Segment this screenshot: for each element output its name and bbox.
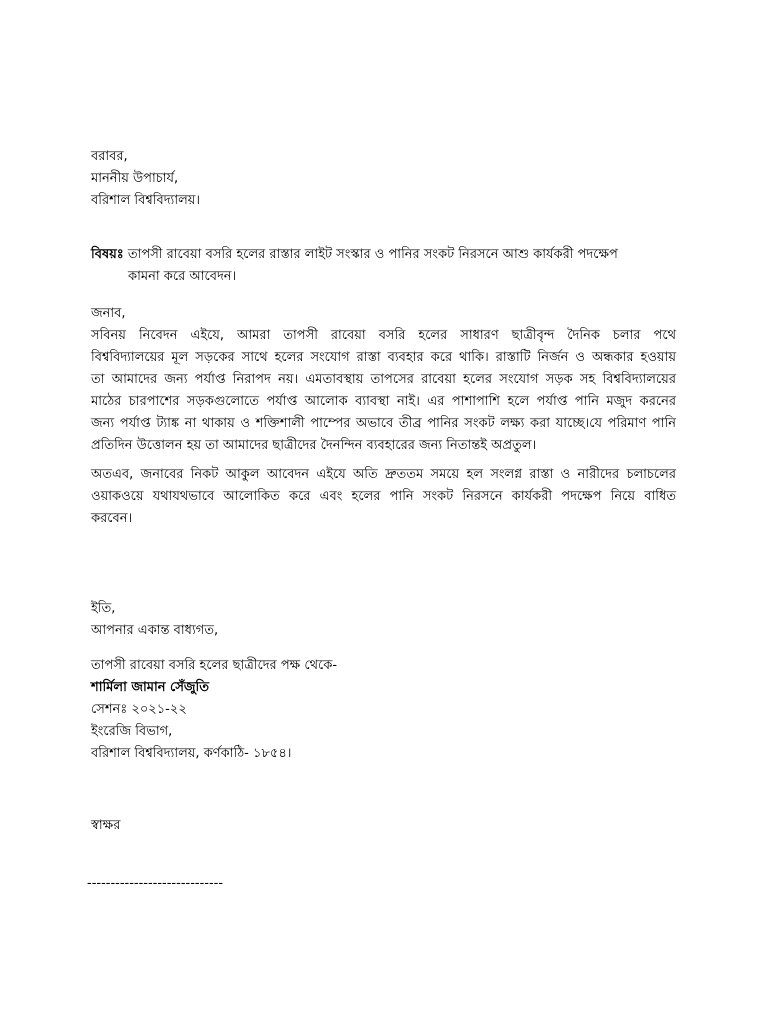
body-line: সবিনয় নিবেদন এইযে, আমরা তাপসী রাবেয়া বসরি হলের সাধারণ ছাত্রীবৃন্দ দৈনিক চলার পথে [91, 328, 676, 343]
sender-address: বরিশাল বিশ্ববিদ্যালয়, কর্ণকাঠি- ১৮৫৪। [91, 746, 292, 761]
subject-block [91, 244, 676, 288]
body-line: বিশ্ববিদ্যালয়ের মূল সড়কের সাথে হলের সংযোগ রাস্তা ব্যবহার করে থাকি। রাস্তাটি নির্জন ও অন্ধকার হওয়ায় [91, 350, 676, 365]
salutation: জনাব, [91, 306, 126, 321]
recipient-line: বরাবর, [91, 149, 128, 164]
signature-line: ----------------------------- [87, 876, 224, 891]
closing-block [91, 598, 676, 642]
signature-label: স্বাক্ষর [91, 818, 121, 833]
signature-block [91, 815, 676, 837]
sender-department: ইংরেজি বিভাগ, [91, 724, 173, 739]
recipient-line: মাননীয় উপাচার্য, [91, 171, 179, 186]
subject-label: বিষয়ঃ [91, 247, 124, 262]
closing-line: আপনার একান্ত বাধ্যগত, [91, 623, 219, 638]
request-paragraph [91, 464, 676, 530]
body-line: প্রতিদিন উত্তোলন হয় তা আমাদের ছাত্রীদের দৈনন্দিন ব্যবহারের জন্য নিতান্তই অপ্রতুল। [91, 438, 537, 453]
subject-line-2: কামনা করে আবেদন। [128, 269, 237, 284]
body-line: অতএব, জনাবের নিকট আকুল আবেদন এইযে অতি দ্রুততম সময়ে হল সংলগ্ন রাস্তা ও নারীদের চলাচলের [91, 467, 676, 482]
sender-block [91, 655, 676, 765]
closing-line: ইতি, [91, 601, 116, 616]
body-line: জন্য পর্যাপ্ত ট্যাঙ্ক না থাকায় ও শক্তিশালী পাম্পের অভাবে তীব্র পানির সংকট লক্ষ্য করা যাচ্ছে।যে পরিমাণ পানি [91, 416, 676, 431]
body-line: মাঠের চারপাশের সড়কগুলোতে পর্যাপ্ত আলোক ব্যাবস্থা নাই। এর পাশাপাশি হলে পর্যাপ্ত পানি মজুদ করনের [91, 394, 676, 409]
body-line: করবেন। [91, 511, 133, 526]
sender-on-behalf: তাপসী রাবেয়া বসরি হলের ছাত্রীদের পক্ষ থেকে- [91, 658, 338, 673]
sender-name: শার্মিলা জামান সেঁজুতি [91, 680, 210, 695]
body-line: ওয়াকওয়ে যথাযথভাবে আলোকিত করে এবং হলের পানি সংকট নিরসনে কার্যকরী পদক্ষেপ নিয়ে বাধিত [91, 489, 676, 504]
recipient-line: বরিশাল বিশ্ববিদ্যালয়। [91, 193, 201, 208]
subject-text: তাপসী রাবেয়া বসরি হলের রাস্তার লাইট সংস্কার ও পানির সংকট নিরসনে আশু কার্যকরী পদক্ষেপ [123, 247, 618, 262]
subject-line [91, 244, 676, 266]
body-line: তা আমাদের জন্য পর্যাপ্ত নিরাপদ নয়। এমতাবস্থায় তাপসের রাবেয়া হলের সংযোগ সড়ক সহ বিশ্ববিদ্যালয়ের [91, 372, 676, 387]
sender-session: সেশনঃ ২০২১-২২ [91, 702, 187, 717]
letter-body [91, 303, 676, 457]
recipient-block [91, 146, 676, 212]
